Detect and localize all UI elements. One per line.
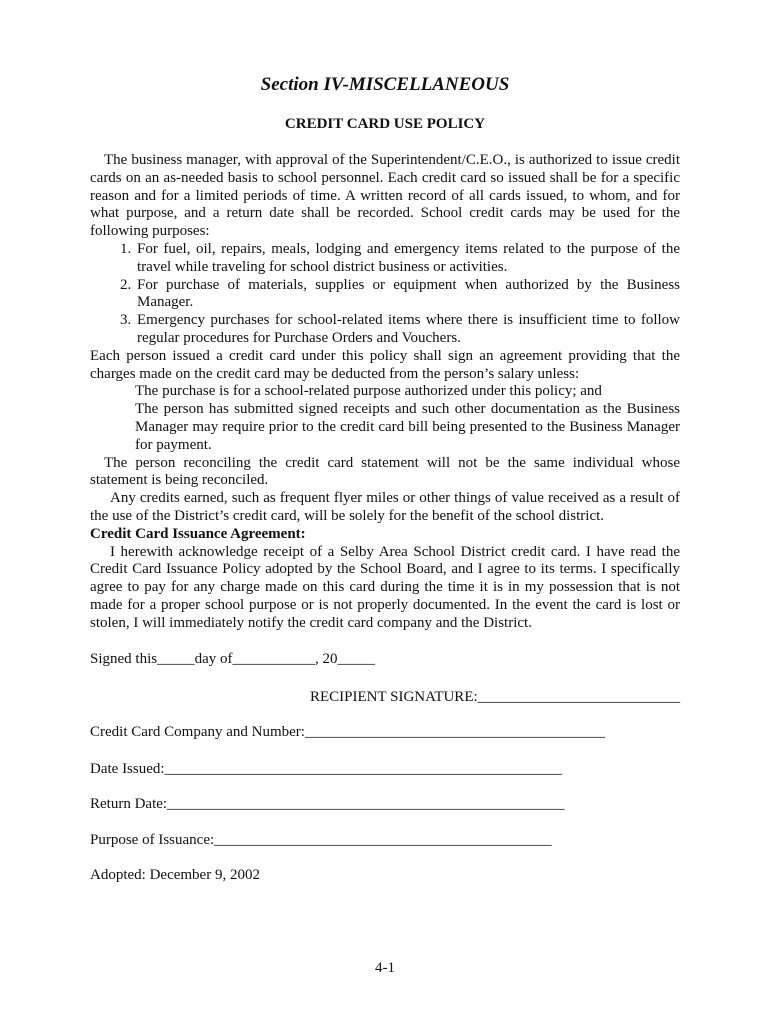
purpose-item: 2. For purchase of materials, supplies or equipment when authorized by the Business Manager. [135,277,680,313]
reconciling-paragraph: The person reconciling the credit card statement will not be the same individual whose statement is being reconciled. [90,454,680,489]
agreement-heading: Credit Card Issuance Agreement: [90,525,306,542]
return-date-line: Return Date:_____________________________________________________ [90,796,565,812]
recipient-signature-line: RECIPIENT SIGNATURE:___________________________ [310,689,681,705]
page-number: 4-1 [375,960,395,976]
condition-item: The purchase is for a school-related purpose authorized under this policy; and [135,383,602,400]
purposes-list [90,241,680,348]
purpose-item: 3. Emergency purchases for school-related items where there is insufficient time to follow regular procedures for Purchase Orders and Vouchers. [135,312,680,348]
agreement-intro-paragraph: Each person issued a credit card under this policy shall sign an agreement providing that the charges made on the credit card may be deducted from the person’s salary unless: [90,347,680,382]
signed-date-line: Signed this_____day of___________, 20_____ [90,651,375,667]
policy-body [90,152,680,633]
document-title: CREDIT CARD USE POLICY [284,116,486,132]
condition-item: The person has submitted signed receipts and such other documentation as the Business Manager may require prior to the credit card bill being presented to the Business Manager for payment. [135,401,680,453]
adopted-date: Adopted: December 9, 2002 [90,867,260,883]
date-issued-line: Date Issued:_____________________________________________________ [90,761,563,777]
purpose-issuance-line: Purpose of Issuance:_____________________________________________ [90,832,552,848]
agreement-paragraph: I herewith acknowledge receipt of a Selby Area School District credit card. I have read the Credit Card Issuance Policy adopted by the School Board, and I agree to its terms. I specifically agree to pay for any charge made on this card during the time it is in my possession that is not made for a proper school purpose or is not properly documented. In the event the card is lost or stolen, I will immediately notify the credit card company and the District. [90,543,680,631]
section-title: Section IV-MISCELLANEOUS [260,74,510,95]
intro-paragraph: The business manager, with approval of the Superintendent/C.E.O., is authorized to issue credit cards on an as-needed basis to school personnel. Each credit card so issued shall be for a specific reason and for a limited periods of time. A written record of all cards issued, to whom, and for what purpose, and a return date shall be recorded. School credit cards may be used for the following purposes: [90,152,680,240]
company-number-line: Credit Card Company and Number:________________________________________ [90,724,605,740]
credits-paragraph: Any credits earned, such as frequent flyer miles or other things of value received as a result of the use of the District’s credit card, will be solely for the benefit of the school district. [90,490,680,524]
purpose-item: 1. For fuel, oil, repairs, meals, lodging and emergency items related to the purpose of the travel while traveling for school district business or activities. [135,241,680,277]
